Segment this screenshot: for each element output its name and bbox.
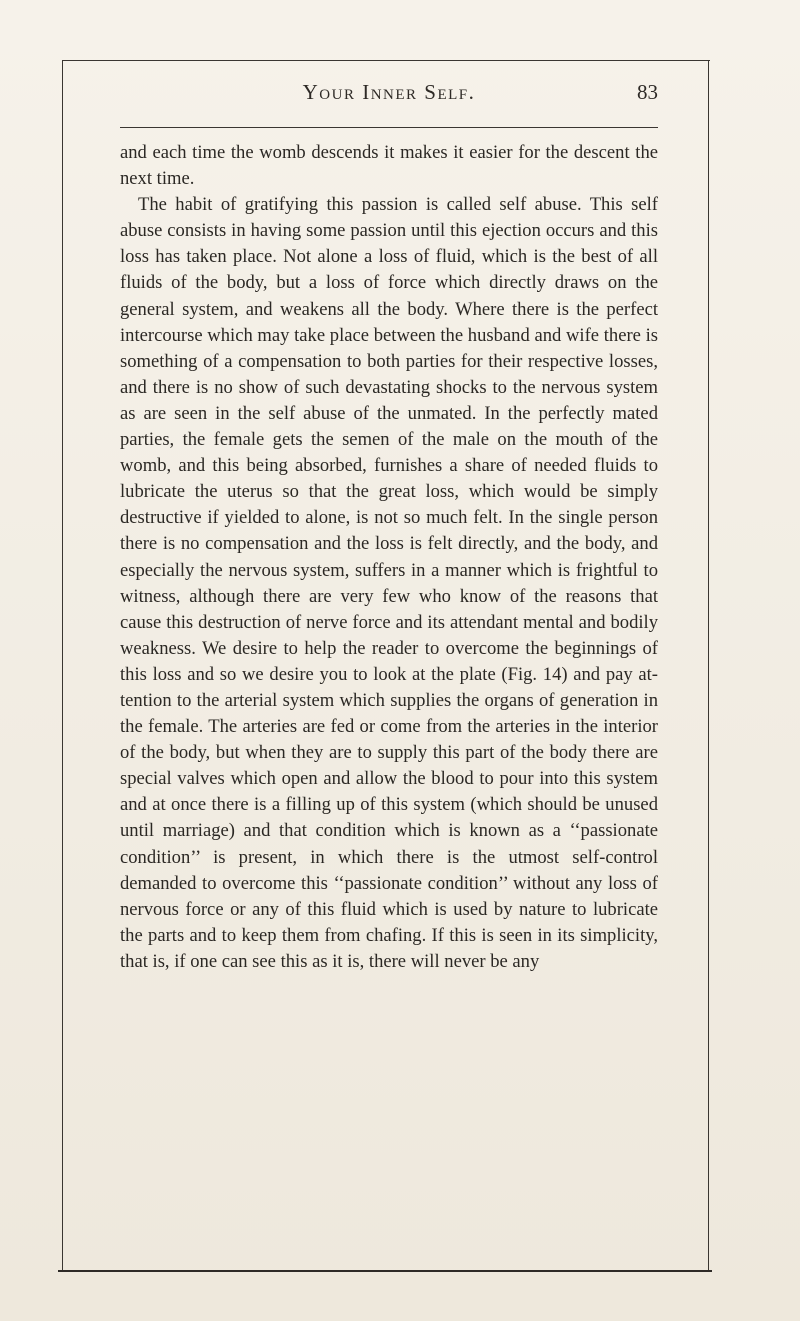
paragraph-continuation: and each time the womb descends it makes it easier for the descent the next time. [120, 142, 658, 190]
paragraph-self-abuse: The habit of gratifying this passion is called self abuse. This self abuse consists in having some passion until this ejection occurs and this loss has taken place. Not alone a loss of fluid, which is the best of all fluids of the body, but a loss of force which directly draws on the general system, and weakens all the body. Where there is the perfect intercourse which may take place between the husband and wife there is something of a compensation to both parties for their respective losses, and there is no show of such devastating shocks to the nervous system as are seen in the self abuse of the unmated. In the perfectly mated parties, the female gets the semen of the male on the mouth of the womb, and this being absorbed, furnishes a share of needed fluids to lubricate the uterus so that the great loss, which would be simply destructive if yielded to alone, is not so much felt. In the single person there is no compensation and the loss is felt directly, and the body, and especially the nervous system, suffers in a manner which is frightful to witness, although there are very few who know of the reasons that cause this destruction of nerve force and its attendant mental and bodily weakness. We desire to help the reader to overcome the beginnings of this loss and so we desire you to look at the plate (Fig. 14) and pay attention to the arterial system which supplies the organs of generation in the female. The arteries are fed or come from the arteries in the interior of the body, but when they are to supply this part of the body there are special valves which open and allow the blood to pour into this system and at once there is a filling up of this system (which should be unused until marriage) and that condition which is known as a ‘‘passionate condition’’ is present, in which there is the utmost self-control demanded to overcome this ‘‘passionate condition’’ without any loss of nervous force or any of this fluid which is used by nature to lubricate the parts and to keep them from chafing. If this is seen in its simplicity, that is, if one can see this as it is, there will never be any [120, 194, 658, 972]
page-number: 83 [637, 80, 658, 104]
body-text [120, 140, 658, 975]
page-frame-bottom [58, 1270, 712, 1272]
running-title: Your Inner Self. [302, 80, 476, 104]
header-rule [120, 127, 658, 128]
page-frame-top [62, 60, 710, 61]
page-frame-left [62, 60, 63, 1272]
page-frame-right [708, 60, 709, 1272]
page-header [120, 80, 658, 110]
